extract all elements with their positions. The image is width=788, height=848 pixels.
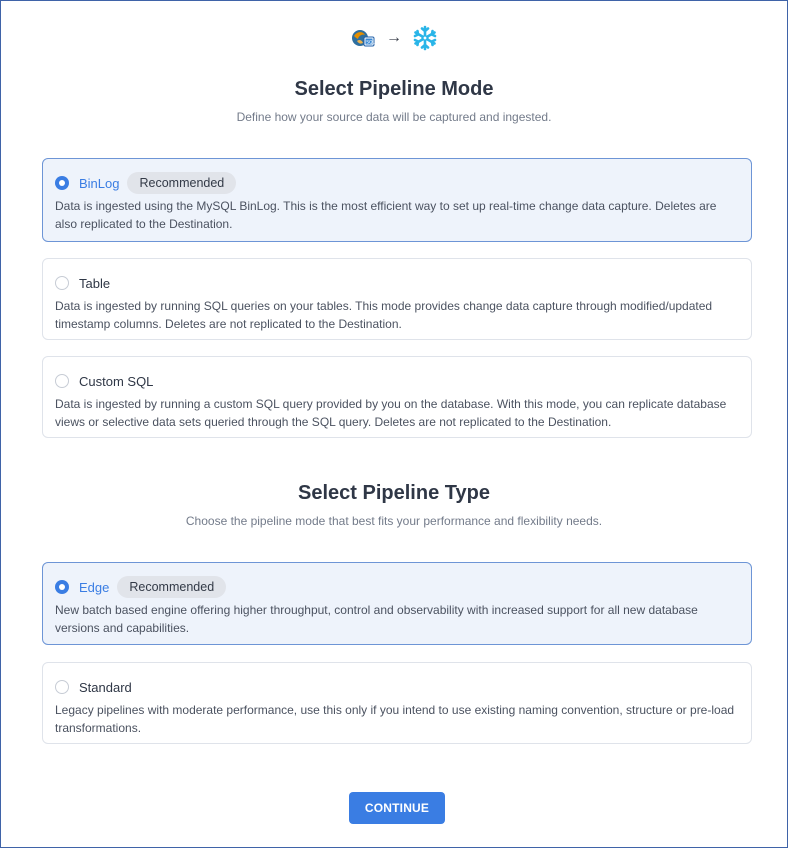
option-description: Data is ingested by running SQL queries on your tables. This mode provides change data capture through modified/updated timestamp columns. Deletes are not replicated to the Destination.: [55, 299, 713, 331]
radio-button[interactable]: [55, 374, 69, 388]
source-destination-header: [1, 25, 787, 51]
radio-button-selected[interactable]: [55, 176, 69, 190]
option-description: Data is ingested using the MySQL BinLog. This is the most efficient way to set up real-time change data capture. Deletes are also replicated to the Destination.: [55, 199, 717, 231]
type-section-subtitle: Choose the pipeline mode that best fits your performance and flexibility needs.: [185, 514, 603, 528]
mode-option-binlog[interactable]: [42, 158, 752, 242]
arrow-right-icon: →: [386, 29, 402, 46]
snowflake-logo-icon: [412, 25, 438, 51]
option-label: Table: [79, 275, 111, 291]
mode-option-custom-sql[interactable]: [42, 356, 752, 438]
option-label: BinLog: [79, 175, 120, 191]
option-label: Custom SQL: [79, 373, 154, 389]
recommended-badge: Recommended: [127, 172, 236, 194]
radio-button[interactable]: [55, 276, 69, 290]
type-section-title: Select Pipeline Type: [298, 482, 490, 504]
type-option-edge[interactable]: [42, 562, 752, 645]
mode-section-title: Select Pipeline Mode: [294, 78, 494, 100]
radio-button[interactable]: [55, 680, 69, 694]
mysql-logo-icon: [350, 25, 376, 51]
option-label: Standard: [79, 679, 132, 695]
option-label: Edge: [79, 579, 110, 595]
option-description: Legacy pipelines with moderate performance, use this only if you intend to use existing naming convention, structure or pre-load transformations.: [55, 703, 735, 735]
recommended-badge: Recommended: [117, 576, 226, 598]
mode-section-subtitle: Define how your source data will be captured and ingested.: [236, 110, 552, 124]
continue-button[interactable]: CONTINUE: [349, 792, 445, 824]
svg-text:SQL: SQL: [366, 40, 375, 46]
option-description: New batch based engine offering higher throughput, control and observability with increased support for all new database versions and capabilities.: [55, 603, 698, 635]
type-option-standard[interactable]: [42, 662, 752, 744]
mode-option-table[interactable]: [42, 258, 752, 340]
option-description: Data is ingested by running a custom SQL query provided by you on the database. With this mode, you can replicate database views or selective data sets queried through the SQL query. Deletes are not replicated to the Destination.: [55, 397, 727, 429]
radio-button-selected[interactable]: [55, 580, 69, 594]
